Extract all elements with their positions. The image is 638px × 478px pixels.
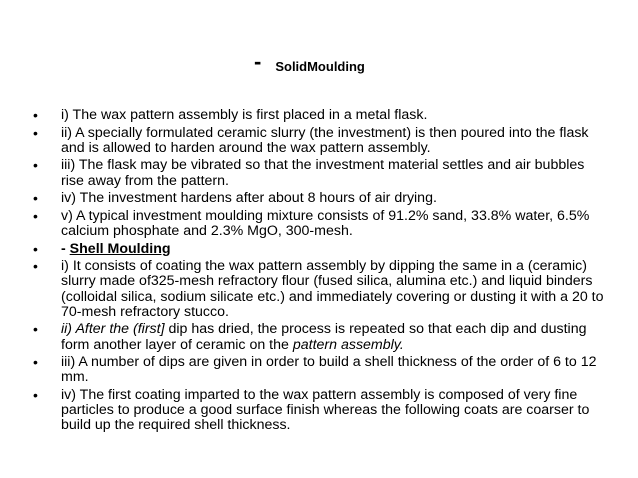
list-item [0, 158, 638, 188]
list-item [0, 259, 638, 320]
bullet-icon: • [33, 258, 38, 275]
bullet-icon: • [33, 107, 38, 123]
bullet-icon: • [33, 354, 38, 371]
list-item [0, 191, 638, 206]
section-heading-item [0, 242, 638, 257]
item-text: ii) A specially formulated ceramic slurry (the investment) is then poured into the flask and is allowed to harden around the wax pattern assembly. [61, 124, 589, 156]
list-item [0, 355, 638, 385]
item-text: iv) The first coating imparted to the wax pattern assembly is composed of very fine particles to produce a good surface finish whereas the following coats are coarser to build up the required shell thickness. [61, 386, 590, 434]
item-italic-lead: ii) After the (first] [61, 321, 165, 338]
title-dash: - [254, 49, 262, 74]
bullet-icon: • [33, 190, 38, 207]
list-item [0, 322, 638, 352]
item-text: v) A typical investment moulding mixture consists of 91.2% sand, 33.8% water, 6.5% calcium phosphate and 2.3% MgO, 300-mesh. [61, 207, 590, 239]
list-item [0, 126, 638, 156]
bullet-icon: • [33, 240, 38, 257]
list-item [0, 209, 638, 239]
bullet-icon: • [33, 124, 38, 141]
item-text: i) It consists of coating the wax pattern assembly by dipping the same in a (ceramic) slurry made of325-mesh refractory flour (fused silica, alumina etc.) and liquid binders (colloidal silica, sodium silicate etc.) and immediately covering or dusting it with a 20 to 70-mesh refractory stucco. [61, 258, 604, 320]
list-item [0, 388, 638, 434]
item-text: iii) A number of dips are given in order to build a shell thickness of the order of 6 to 12 mm. [61, 354, 597, 386]
item-text: iv) The investment hardens after about 8 hours of air drying. [61, 190, 437, 207]
item-text: i) The wax pattern assembly is first placed in a metal flask. [61, 107, 428, 123]
heading-prefix: - [61, 240, 70, 257]
bullet-icon: • [33, 157, 38, 174]
item-text: dip has dried, the process is repeated so that each dip and dusting form another layer of ceramic on the [61, 321, 587, 353]
bullet-icon: • [33, 207, 38, 224]
bullet-icon: • [33, 321, 38, 338]
bullet-icon: • [33, 386, 38, 403]
bullet-list [0, 108, 638, 436]
slide-title [254, 49, 365, 77]
section-heading: Shell Moulding [69, 240, 171, 257]
item-italic-tail: pattern assembly. [292, 336, 404, 353]
item-text: iii) The flask may be vibrated so that the investment material settles and air bubbles rise away from the pattern. [61, 157, 585, 189]
title-text: SolidMoulding [275, 58, 365, 74]
list-item [0, 108, 638, 123]
